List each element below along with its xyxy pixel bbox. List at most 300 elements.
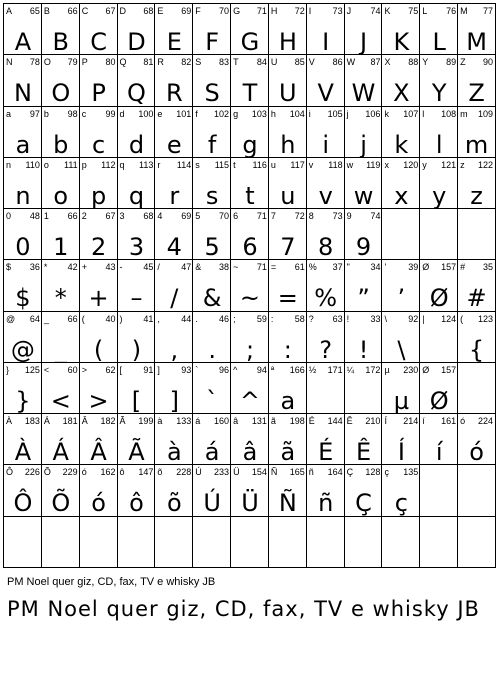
glyph-code-label: 82: [181, 57, 192, 68]
glyph-sample: G: [240, 28, 260, 56]
glyph-label: [309, 415, 343, 427]
glyph-cell: [117, 413, 156, 465]
glyph-sample: _: [54, 335, 67, 363]
glyph-char-label: v: [308, 159, 314, 170]
glyph-label: [347, 364, 381, 376]
glyph-code-label: 229: [62, 467, 78, 478]
glyph-code-label: 89: [446, 57, 457, 68]
glyph-char-label: ó: [81, 467, 87, 478]
glyph-cell: [154, 3, 193, 55]
glyph-cell: [344, 259, 383, 311]
glyph-cell: [457, 157, 496, 209]
glyph-sample: Ø: [429, 284, 449, 312]
glyph-char-label: s: [195, 159, 200, 170]
glyph-sample: #: [466, 284, 487, 312]
glyph-cell: [419, 3, 458, 55]
glyph-cell: [419, 362, 458, 414]
glyph-code-label: 199: [138, 416, 154, 427]
glyph-char-label: (: [81, 313, 85, 324]
glyph-code-label: 63: [332, 313, 343, 324]
glyph-cell: [79, 311, 118, 363]
glyph-code-label: 75: [408, 6, 419, 16]
glyph-char-label: .: [195, 313, 198, 324]
glyph-label: [6, 56, 40, 68]
glyph-char-label: C: [81, 6, 89, 16]
glyph-cell: [419, 413, 458, 465]
glyph-cell: [344, 311, 383, 363]
glyph-char-label: M: [460, 6, 468, 16]
glyph-sample: *: [54, 284, 67, 312]
glyph-cell: [3, 362, 42, 414]
glyph-char-label: A: [6, 6, 13, 16]
glyph-label: [384, 56, 418, 68]
glyph-sample: Í: [397, 438, 405, 466]
glyph-code-label: 131: [251, 416, 267, 427]
glyph-cell: [79, 464, 118, 516]
glyph-code-label: 183: [24, 416, 40, 427]
glyph-code-label: 58: [294, 313, 305, 324]
glyph-char-label: Í: [384, 416, 387, 427]
glyph-sample: C: [90, 28, 107, 56]
glyph-sample: õ: [166, 489, 182, 517]
glyph-cell: [192, 259, 231, 311]
glyph-code-label: 133: [176, 416, 192, 427]
glyph-char-label: 2: [81, 211, 87, 222]
glyph-label: [82, 415, 116, 427]
glyph-sample: N: [13, 79, 32, 107]
glyph-char-label: 7: [270, 211, 276, 222]
glyph-sample: 0: [15, 233, 31, 261]
glyph-sample: V: [317, 79, 334, 107]
glyph-char-label: ó: [460, 416, 466, 427]
glyph-code-label: 66: [67, 6, 78, 16]
glyph-code-label: 93: [181, 364, 192, 375]
glyph-label: [44, 415, 78, 427]
glyph-cell: [230, 464, 269, 516]
glyph-sample: T: [242, 79, 258, 107]
glyph-cell: [268, 464, 307, 516]
glyph-label: [384, 313, 418, 325]
glyph-sample: Ü: [241, 489, 259, 517]
glyph-char-label: Ø: [422, 364, 430, 375]
glyph-cell: [79, 106, 118, 158]
glyph-cell: [3, 311, 42, 363]
glyph-code-label: 59: [256, 313, 267, 324]
glyph-char-label: Ê: [346, 416, 353, 427]
glyph-sample: á: [204, 438, 220, 466]
glyph-cell: [306, 106, 345, 158]
glyph-label: [347, 466, 381, 478]
glyph-code-label: 210: [365, 416, 381, 427]
glyph-char-label: c: [81, 108, 87, 119]
glyph-char-label: â: [233, 416, 239, 427]
glyph-char-label: =: [270, 262, 277, 273]
glyph-cell: [306, 464, 345, 516]
glyph-code-label: 110: [25, 159, 40, 170]
glyph-cell: [306, 54, 345, 106]
glyph-code-label: 112: [101, 159, 116, 170]
glyph-char-label: w: [346, 159, 354, 170]
glyph-char-label: o: [43, 159, 49, 170]
glyph-label: [120, 415, 154, 427]
glyph-label: [347, 210, 381, 222]
glyph-label: [157, 5, 191, 17]
glyph-char-label: E: [157, 6, 164, 16]
glyph-char-label: B: [43, 6, 50, 16]
glyph-label: [271, 5, 305, 17]
glyph-cell: [306, 157, 345, 209]
glyph-code-label: 230: [403, 364, 419, 375]
glyph-sample: 3: [128, 233, 145, 261]
glyph-code-label: 224: [477, 416, 493, 427]
glyph-cell: [381, 413, 420, 465]
glyph-sample: 7: [280, 233, 296, 261]
glyph-label: [6, 210, 40, 222]
empty-cell: [457, 208, 496, 260]
glyph-char-label: :: [270, 313, 274, 324]
glyph-cell: [3, 464, 42, 516]
glyph-cell: [41, 106, 80, 158]
glyph-cell: [457, 311, 496, 363]
glyph-sample: Ã: [128, 438, 145, 466]
glyph-code-label: 68: [143, 6, 154, 16]
glyph-code-label: 113: [139, 159, 154, 170]
glyph-code-label: 128: [365, 467, 381, 478]
glyph-label: [384, 159, 418, 171]
glyph-code-label: 76: [446, 6, 457, 16]
glyph-grid: [3, 3, 495, 567]
glyph-sample: 9: [355, 233, 372, 261]
glyph-sample: ç: [394, 489, 408, 517]
glyph-label: [44, 466, 78, 478]
glyph-cell: [117, 464, 156, 516]
glyph-sample: q: [128, 181, 145, 210]
glyph-code-label: 35: [482, 262, 493, 273]
glyph-char-label: Q: [119, 57, 127, 68]
glyph-code-label: 34: [370, 262, 381, 273]
glyph-code-label: 81: [143, 57, 154, 68]
glyph-code-label: 116: [252, 159, 267, 170]
glyph-label: [460, 415, 493, 427]
glyph-label: [233, 466, 267, 478]
glyph-char-label: Ø: [422, 262, 430, 273]
glyph-char-label: É: [308, 416, 315, 427]
glyph-label: [384, 261, 418, 273]
glyph-code-label: 97: [29, 108, 40, 119]
glyph-code-label: 77: [482, 6, 493, 16]
glyph-sample: M: [466, 28, 487, 56]
glyph-cell: [306, 311, 345, 363]
glyph-cell: [419, 54, 458, 106]
glyph-char-label: &: [195, 262, 202, 273]
glyph-label: [422, 364, 456, 376]
glyph-char-label: Y: [422, 57, 429, 68]
glyph-label: [460, 313, 493, 325]
glyph-code-label: 165: [289, 467, 305, 478]
glyph-label: [347, 261, 381, 273]
glyph-sample: {: [468, 335, 485, 363]
glyph-code-label: 101: [176, 108, 192, 119]
glyph-label: [384, 415, 418, 427]
glyph-char-label: Ú: [195, 467, 202, 478]
glyph-char-label: à: [157, 416, 163, 427]
glyph-sample: É: [318, 438, 334, 466]
glyph-cell: [381, 54, 420, 106]
glyph-char-label: ): [119, 313, 123, 324]
glyph-char-label: Á: [43, 416, 50, 427]
glyph-code-label: 40: [105, 313, 116, 324]
glyph-sample: 8: [318, 233, 334, 261]
glyph-char-label: 5: [195, 211, 201, 222]
glyph-code-label: 107: [403, 108, 419, 119]
glyph-label: [309, 159, 343, 171]
glyph-sample: [420, 328, 458, 363]
glyph-code-label: 198: [289, 416, 305, 427]
glyph-sample: 4: [166, 233, 182, 261]
glyph-char-label: a: [6, 108, 12, 119]
empty-cell: [419, 208, 458, 260]
glyph-code-label: 71: [256, 262, 267, 273]
glyph-char-label: (: [460, 313, 464, 324]
glyph-cell: [306, 413, 345, 465]
glyph-code-label: 121: [441, 159, 457, 170]
glyph-code-label: 154: [251, 467, 267, 478]
glyph-code-label: 60: [67, 364, 78, 375]
glyph-char-label: /: [157, 262, 160, 273]
glyph-label: [120, 159, 154, 171]
glyph-char-label: [: [119, 364, 123, 375]
glyph-code-label: 67: [105, 6, 116, 16]
glyph-cell: [117, 106, 156, 158]
glyph-sample: ?: [319, 335, 333, 363]
glyph-sample: Ô: [13, 489, 33, 517]
empty-cell: [419, 464, 458, 516]
glyph-sample: E: [166, 28, 182, 56]
glyph-code-label: 43: [105, 262, 116, 273]
glyph-cell: [192, 413, 231, 465]
glyph-label: [82, 210, 116, 222]
glyph-label: [233, 159, 267, 171]
glyph-code-label: 73: [332, 211, 343, 222]
glyph-label: [195, 415, 229, 427]
glyph-char-label: >: [81, 364, 87, 375]
glyph-char-label: í: [422, 416, 425, 427]
glyph-cell: [344, 3, 383, 55]
glyph-sample: !: [358, 335, 369, 363]
glyph-char-label: q: [119, 159, 125, 170]
glyph-label: [44, 210, 78, 222]
glyph-sample: n: [15, 181, 31, 210]
glyph-cell: [230, 208, 269, 260]
glyph-cell: [344, 362, 383, 414]
glyph-label: [233, 210, 267, 222]
glyph-sample: –: [130, 284, 143, 312]
glyph-char-label: Ô: [6, 467, 14, 478]
glyph-sample: Y: [431, 79, 447, 107]
glyph-sample: S: [204, 79, 220, 107]
glyph-code-label: 166: [289, 364, 305, 375]
glyph-char-label: ª: [270, 364, 275, 375]
glyph-label: [233, 415, 267, 427]
glyph-sample: %: [314, 284, 338, 312]
glyph-sample: ^: [239, 386, 261, 415]
glyph-char-label: J: [346, 6, 352, 16]
glyph-sample: B: [52, 28, 69, 56]
glyph-code-label: 46: [219, 313, 230, 324]
glyph-cell: [457, 259, 496, 311]
glyph-sample: y: [432, 181, 447, 210]
empty-cell: [344, 516, 383, 568]
glyph-sample: ô: [129, 489, 144, 517]
glyph-label: [157, 415, 191, 427]
glyph-label: [120, 5, 154, 17]
glyph-char-label: k: [384, 108, 389, 119]
glyph-char-label: Ñ: [270, 467, 278, 478]
glyph-sample: Ø: [429, 386, 449, 415]
glyph-char-label: ;: [233, 313, 236, 324]
glyph-code-label: 74: [370, 211, 381, 222]
glyph-char-label: x: [384, 159, 389, 170]
glyph-char-label: Ç: [346, 467, 354, 478]
glyph-cell: [419, 259, 458, 311]
glyph-label: [6, 5, 40, 17]
glyph-char-label: #: [460, 262, 466, 273]
glyph-cell: [268, 362, 307, 414]
glyph-code-label: 161: [441, 416, 457, 427]
glyph-label: [460, 5, 493, 17]
glyph-char-label: t: [233, 159, 236, 170]
glyph-char-label: G: [233, 6, 241, 16]
glyph-char-label: 1: [43, 211, 49, 222]
glyph-cell: [230, 362, 269, 414]
glyph-cell: [41, 413, 80, 465]
glyph-code-label: 45: [143, 262, 154, 273]
glyph-code-label: 78: [29, 57, 40, 68]
glyph-cell: [192, 464, 231, 516]
glyph-label: [120, 313, 154, 325]
glyph-sample: c: [92, 130, 106, 158]
glyph-label: [44, 108, 78, 120]
glyph-label: [6, 415, 40, 427]
glyph-label: [384, 5, 418, 17]
glyph-sample: Ç: [355, 489, 372, 517]
glyph-label: [195, 261, 229, 273]
empty-cell: [3, 516, 42, 568]
glyph-cell: [117, 54, 156, 106]
glyph-char-label: 3: [119, 211, 125, 222]
empty-cell: [41, 516, 80, 568]
glyph-sample: f: [207, 130, 217, 158]
glyph-char-label: R: [157, 57, 164, 68]
glyph-sample: j: [360, 130, 367, 158]
glyph-code-label: 44: [181, 313, 192, 324]
empty-cell: [230, 516, 269, 568]
glyph-sample: ;: [245, 335, 255, 363]
glyph-sample: i: [322, 130, 330, 158]
glyph-label: [44, 261, 78, 273]
glyph-cell: [79, 157, 118, 209]
glyph-code-label: 114: [176, 159, 192, 170]
glyph-label: [195, 313, 229, 325]
glyph-cell: [230, 413, 269, 465]
glyph-label: [460, 108, 493, 120]
glyph-code-label: 99: [105, 108, 116, 119]
glyph-sample: &: [202, 284, 222, 312]
glyph-code-label: 157: [441, 262, 457, 273]
glyph-code-label: 102: [214, 108, 230, 119]
glyph-label: [271, 364, 305, 376]
glyph-char-label: F: [195, 6, 201, 16]
glyph-sample: v: [318, 181, 333, 210]
glyph-sample: <: [50, 386, 71, 415]
glyph-sample: k: [394, 130, 409, 158]
glyph-char-label: ã: [270, 416, 276, 427]
glyph-code-label: 233: [214, 467, 230, 478]
glyph-sample: e: [166, 130, 182, 158]
glyph-char-label: Ã: [119, 416, 126, 427]
glyph-label: [120, 210, 154, 222]
glyph-label: [384, 108, 418, 120]
glyph-cell: [192, 311, 231, 363]
glyph-char-label: N: [6, 57, 13, 68]
glyph-cell: [3, 106, 42, 158]
glyph-label: [157, 261, 191, 273]
glyph-char-label: g: [233, 108, 239, 119]
glyph-cell: [154, 413, 193, 465]
glyph-sample: u: [280, 181, 296, 210]
glyph-sample: í: [435, 438, 443, 466]
glyph-code-label: 108: [441, 108, 457, 119]
glyph-char-label: Ü: [233, 467, 240, 478]
glyph-cell: [344, 157, 383, 209]
glyph-label: [309, 466, 343, 478]
glyph-cell: [117, 157, 156, 209]
glyph-code-label: 228: [176, 467, 192, 478]
glyph-cell: [344, 464, 383, 516]
glyph-sample: R: [165, 79, 183, 107]
glyph-code-label: 160: [214, 416, 230, 427]
glyph-cell: [3, 3, 42, 55]
glyph-char-label: õ: [157, 467, 163, 478]
glyph-code-label: 87: [370, 57, 381, 68]
glyph-sample: >: [88, 386, 109, 415]
glyph-char-label: $: [6, 262, 12, 273]
glyph-sample: .: [208, 335, 216, 363]
glyph-char-label: ^: [233, 364, 238, 375]
glyph-char-label: |: [422, 313, 425, 324]
glyph-cell: [192, 3, 231, 55]
glyph-char-label: b: [43, 108, 49, 119]
glyph-label: [157, 210, 191, 222]
glyph-cell: [154, 157, 193, 209]
glyph-label: [422, 108, 456, 120]
glyph-code-label: 48: [29, 211, 40, 222]
glyph-sample: L: [432, 28, 446, 56]
glyph-cell: [117, 3, 156, 55]
glyph-cell: [154, 106, 193, 158]
glyph-sample: â: [242, 438, 258, 466]
glyph-char-label: H: [270, 6, 278, 16]
glyph-code-label: 38: [219, 262, 230, 273]
glyph-code-label: 66: [67, 211, 78, 222]
glyph-label: [195, 364, 229, 376]
glyph-sample: b: [53, 130, 69, 158]
glyph-code-label: 124: [441, 313, 457, 324]
glyph-cell: [268, 3, 307, 55]
glyph-code-label: 100: [138, 108, 154, 119]
glyph-cell: [268, 259, 307, 311]
glyph-cell: [268, 54, 307, 106]
